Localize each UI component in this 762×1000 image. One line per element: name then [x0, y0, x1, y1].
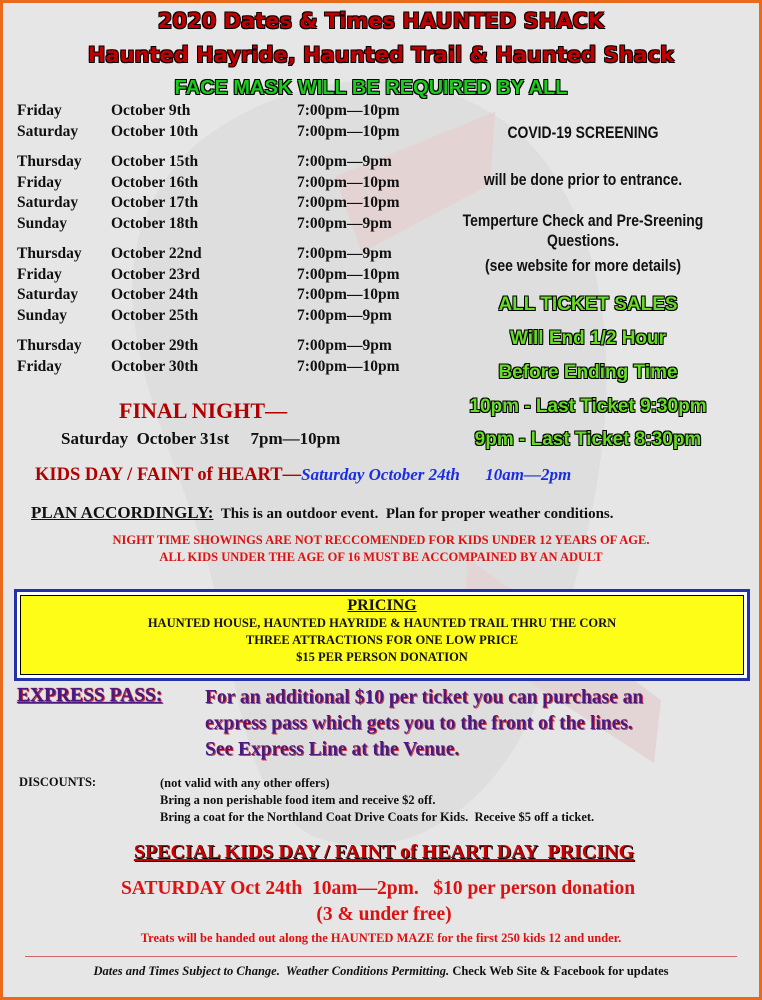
covid-line: (see website for more details) [484, 256, 682, 275]
discounts-label: DISCOUNTS: [19, 775, 97, 789]
ticket-sales-line: Will End 1/2 Hour [509, 328, 667, 349]
express-line: See Express Line at the Venue. [205, 739, 460, 760]
title-dates-times: 2020 Dates & Times HAUNTED SHACK [157, 9, 605, 33]
kids-day-line [35, 465, 571, 486]
special-pricing-line: SATURDAY Oct 24th 10am—2pm. $10 per person donation [120, 878, 636, 899]
pricing-line: $15 PER PERSON DONATION [296, 650, 468, 664]
pricing-line: THREE ATTRACTIONS FOR ONE LOW PRICE [245, 633, 519, 647]
ticket-sales-line: 9pm - Last Ticket 8:30pm [474, 429, 702, 450]
final-night-title: FINAL NIGHT— [119, 398, 288, 423]
title-attractions: Haunted Hayride, Haunted Trail & Haunted Shack [87, 43, 675, 67]
ticket-sales-line: Before Ending Time [498, 362, 678, 383]
special-pricing-under-three: (3 & under free) [316, 904, 452, 925]
covid-line: Temperture Check and Pre-Sreening Questions. [462, 211, 704, 250]
kids-day-date: Saturday October 24th 10am—2pm [301, 465, 572, 484]
ticket-sales-line: 10pm - Last Ticket 9:30pm [469, 396, 707, 417]
pricing-box [14, 589, 750, 681]
express-pass-label-text: EXPRESS PASS: [17, 685, 163, 706]
special-pricing-heading: SPECIAL KIDS DAY / FAINT of HEART DAY PRICING [133, 841, 635, 863]
kids-day-label: KIDS DAY / FAINT of HEART— [35, 465, 302, 485]
discount-item: (not valid with any other offers) [160, 776, 330, 790]
express-pass-text [205, 685, 643, 763]
express-line: express pass which gets you to the front of the lines. [205, 713, 633, 734]
pricing-line: HAUNTED HOUSE, HAUNTED HAYRIDE & HAUNTED TRAIL THRU THE CORN [147, 616, 617, 630]
footer-plain: Check Web Site & Facebook for updates [449, 964, 669, 978]
express-pass-label [17, 685, 162, 707]
express-line: For an additional $10 per ticket you can purchase an [205, 687, 644, 708]
plan-accordingly [31, 503, 614, 523]
covid-line: will be done prior to entrance. [483, 170, 683, 189]
pricing-heading: PRICING [347, 597, 417, 614]
discount-item: Bring a coat for the Northland Coat Drive Coats for Kids. Receive $5 off a ticket. [160, 810, 595, 824]
ticket-sales-line: ALL TICKET SALES [498, 294, 678, 315]
discounts-list [160, 775, 594, 826]
face-mask-notice: FACE MASK WILL BE REQUIRED BY ALL [174, 77, 568, 99]
covid-screening-title: COVID-19 SCREENING [507, 123, 659, 142]
footer-italic: Dates and Times Subject to Change. Weather Conditions Permitting. [93, 964, 450, 978]
final-night-date: Saturday October 31st 7pm—10pm [61, 429, 341, 448]
discount-item: Bring a non perishable food item and receive $2 off. [160, 793, 436, 807]
plan-text: This is an outdoor event. Plan for proper weather conditions. [213, 506, 614, 522]
flyer: 2020 Dates & Times HAUNTED SHACK Haunted Hayride, Haunted Trail & Haunted Shack FACE MASK WILL BE REQUIRED BY ALL Friday October 9th 7:00pm—10pm Saturday October 10th 7:00pm—10pm Thursday October 15th 7:00pm—9pm Friday October 16th 7:00pm—10pm Saturday October 17th 7:00pm—10pm Sunday October 18th 7:00pm—9pm Thursday October 22nd 7:00pm—9pm Friday October 23rd 7:00pm—10pm Saturday October 24th 7:00pm—10pm Sunday October 25th 7:00pm—9pm Thursday October 29th 7:00pm—9pm Friday October 30th 7:00pm—10pm COVID-19 SCREENING will be done prior to entrance. Temperture Check and Pre-Sreening Questions. (see website for more details) ALL TICKET SALES Will End 1/2 Hour Before Ending Time 10pm - Last Ticket 9:30pm 9pm - Last Ticket 8:30pm FINAL NIGHT— Saturday October 31st 7pm—10pm KIDS DAY / FAINT of HEART—Saturday October 24th 10am—2pm PLAN ACCORDINGLY: This is an outdoor event. Plan for proper weather conditions. NIGHT TIME SHOWINGS ARE NOT RECCOMENDED FOR KIDS UNDER 12 YEARS OF AGE. ALL KIDS UNDER THE AGE OF 16 MUST BE ACCOMPAINED BY AN ADULT PRICING HAUNTED HOUSE, HAUNTED HAYRIDE & HAUNTED TRAIL THRU THE CORN THREE ATTRACTIONS FOR ONE LOW PRICE $15 PER PERSON DONATION EXPRESS PASS: For an additional $10 per ticket you can purchase an express pass which gets you to the front of the lines. See Express Line at the Venue. DISCOUNTS: (not valid with any other offers) Bring a non perishable food item and receive $2 off. Bring a coat for the Northland Coat Drive Coats for Kids. Receive $5 off a ticket. SPECIAL KIDS DAY / FAINT of HEART DAY PRICING SATURDAY Oct 24th 10am—2pm. $10 per person donation (3 & under free) Treats will be handed out along the HAUNTED MAZE for the first 250 kids 12 and under. Dates and Times Subject to Change. Weather Conditions Permitting. Check Web Site & Facebook for updates [0, 0, 762, 1000]
footer [3, 964, 759, 979]
pricing-panel [20, 595, 744, 675]
adult-warning: ALL KIDS UNDER THE AGE OF 16 MUST BE ACCOMPAINED BY AN ADULT [159, 550, 603, 564]
plan-label: PLAN ACCORDINGLY: [31, 503, 214, 522]
footer-divider [25, 956, 737, 957]
night-warning: NIGHT TIME SHOWINGS ARE NOT RECCOMENDED FOR KIDS UNDER 12 YEARS OF AGE. [112, 533, 650, 547]
treats-notice: Treats will be handed out along the HAUNTED MAZE for the first 250 kids 12 and under. [140, 931, 622, 945]
